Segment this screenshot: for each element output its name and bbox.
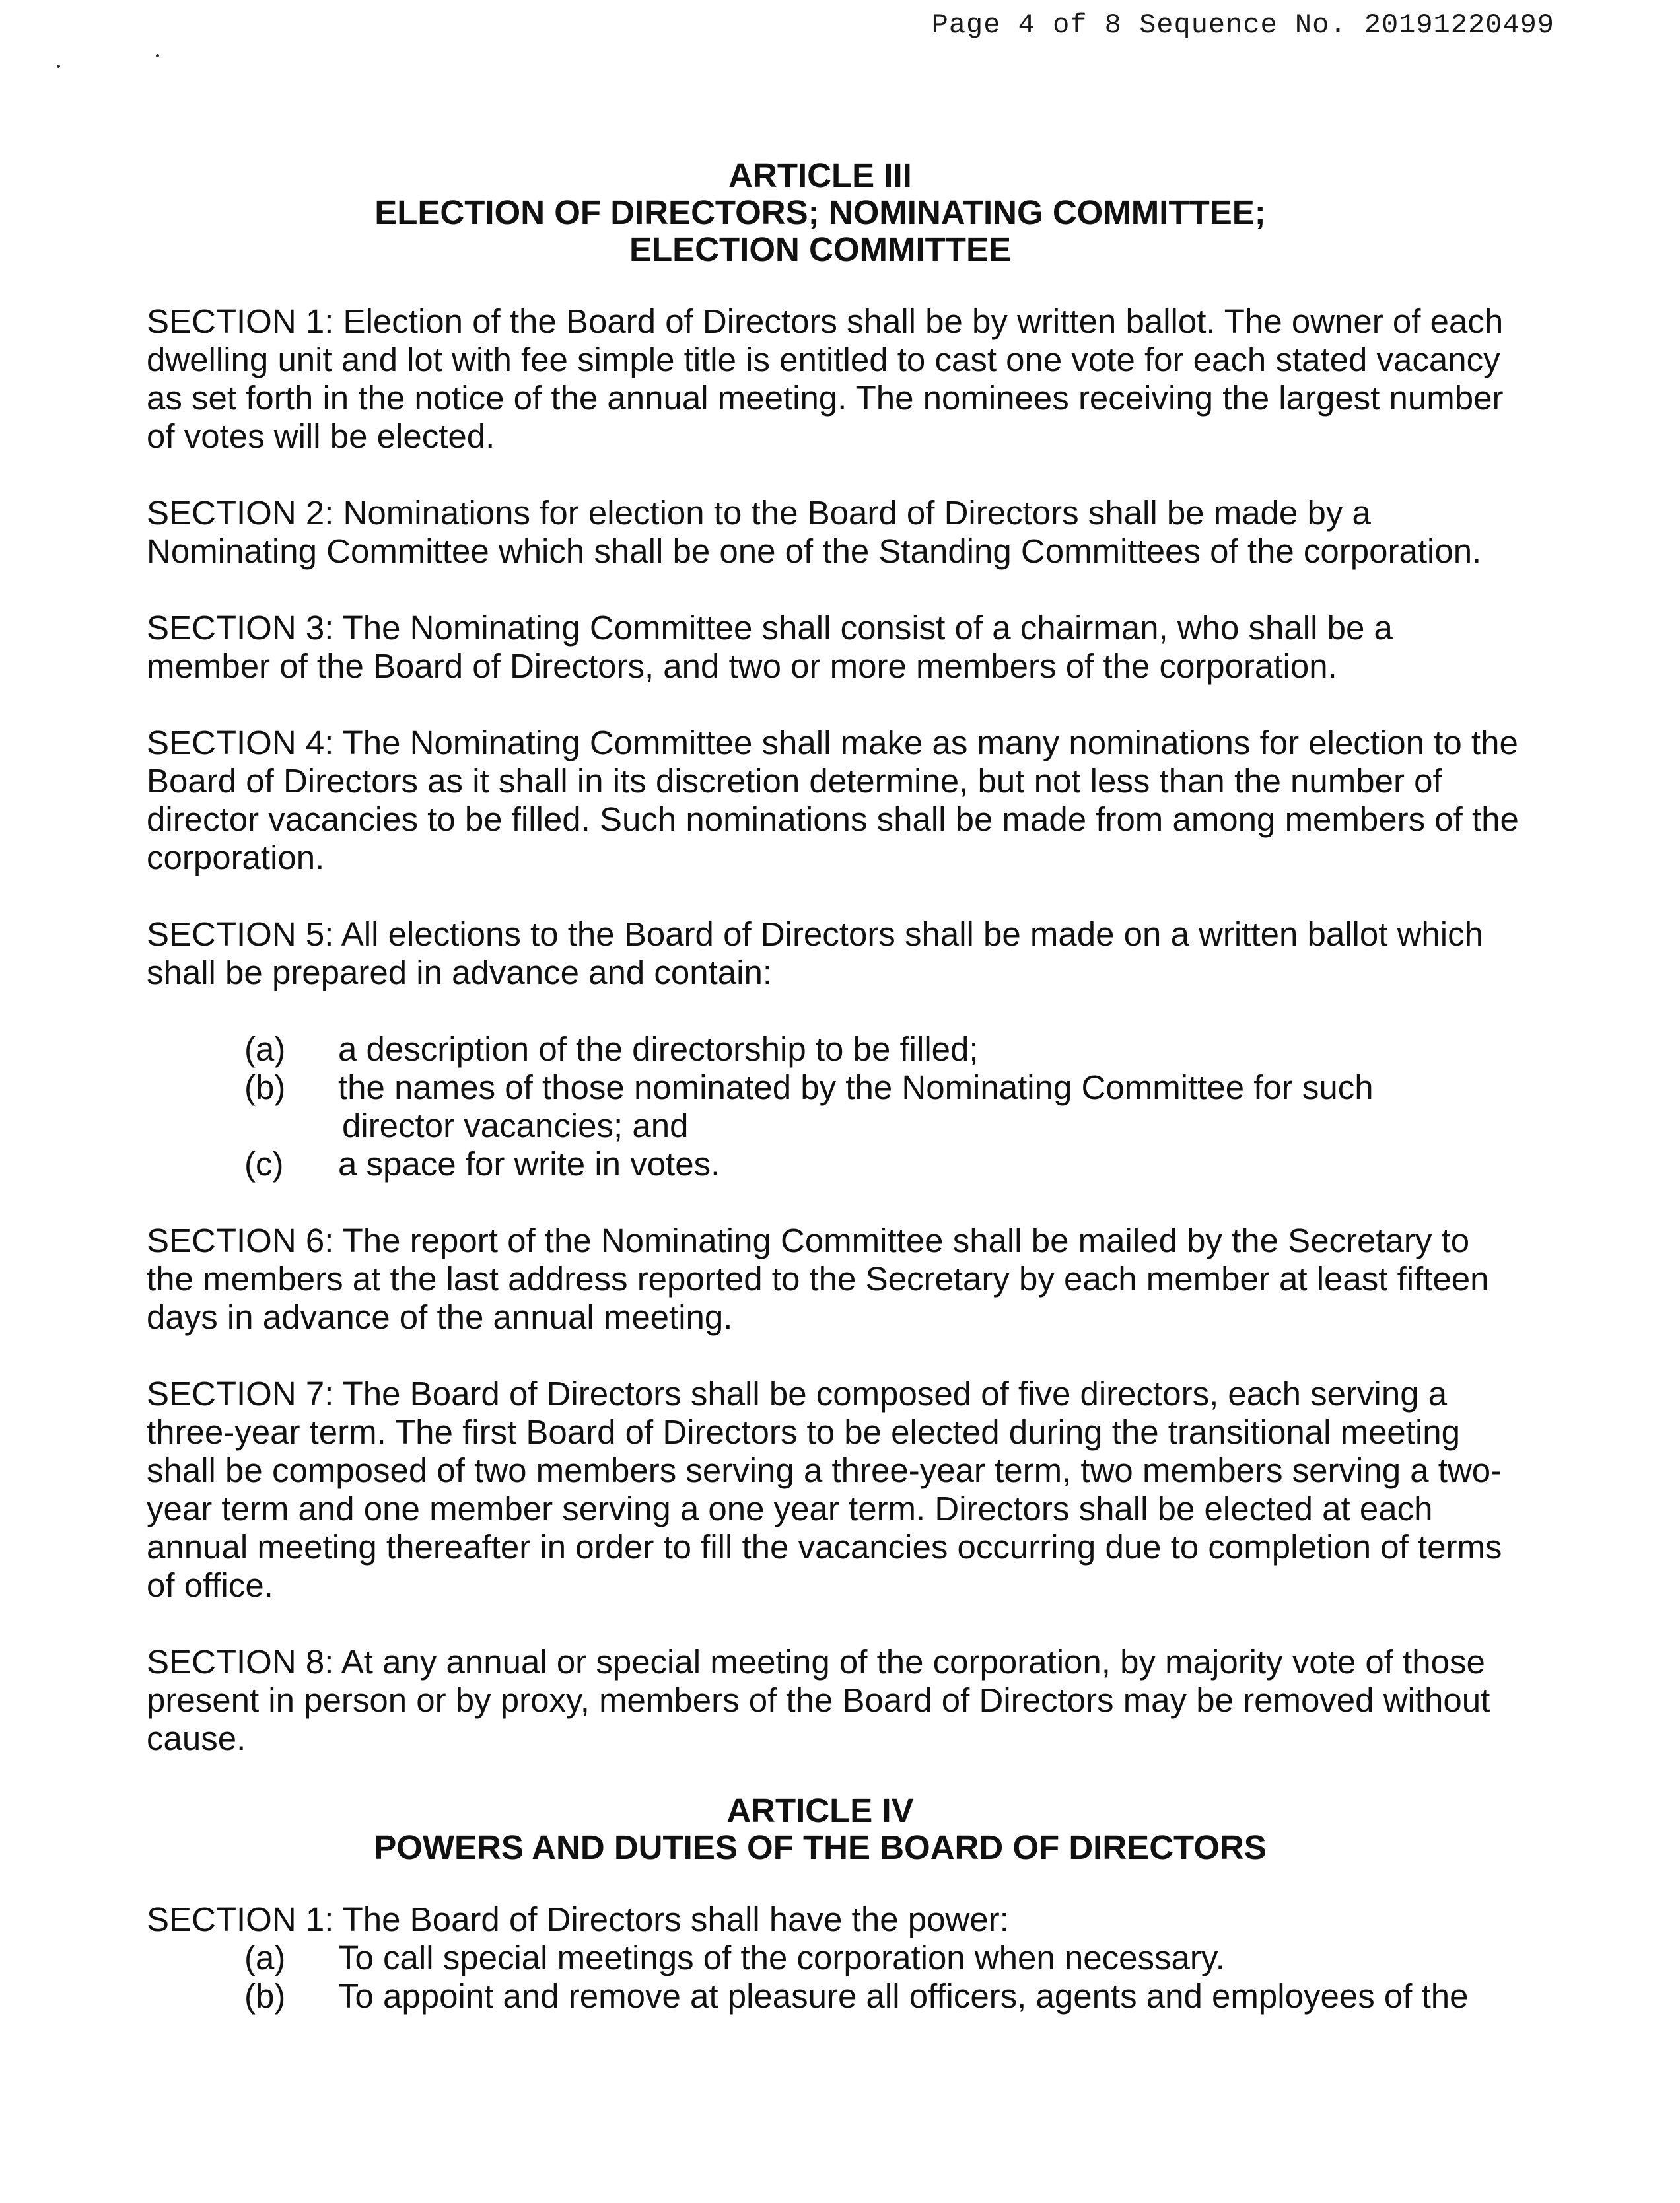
- article-3-title: ARTICLE III: [728, 157, 912, 194]
- list-marker: (a): [244, 1939, 286, 1976]
- article-4-powers-list: [147, 1939, 1520, 2015]
- list-text: To call special meetings of the corporation when necessary.: [338, 1939, 1225, 1976]
- article-4-section-1-intro: SECTION 1: The Board of Directors shall have the power:: [147, 1901, 1009, 1938]
- list-item: [147, 1939, 1520, 1977]
- list-marker: (a): [244, 1030, 286, 1068]
- list-item: [147, 1145, 1520, 1183]
- article-3-subtitle-line1: ELECTION OF DIRECTORS; NOMINATING COMMITTEE;: [374, 193, 1266, 231]
- list-text: the names of those nominated by the Nominating Committee for such: [338, 1068, 1374, 1106]
- document-body: [147, 157, 1520, 2015]
- section-5-ballot-list: [147, 1030, 1520, 1183]
- article-4-subtitle: POWERS AND DUTIES OF THE BOARD OF DIRECTORS: [374, 1829, 1267, 1866]
- list-item: [147, 1030, 1520, 1068]
- article-3-section-4: SECTION 4: The Nominating Committee shall make as many nominations for election to the Board of Directors as it shall in its discretion determine, but not less than the number of director vacancies to be filled. Such nominations shall be made from among members of the corporation.: [147, 724, 1519, 876]
- article-4-title: ARTICLE IV: [726, 1792, 914, 1829]
- article-3-section-5: SECTION 5: All elections to the Board of Directors shall be made on a written ballot which shall be prepared in advance and contain:: [147, 915, 1483, 991]
- article-3-section-2: SECTION 2: Nominations for election to the Board of Directors shall be made by a Nominating Committee which shall be one of the Standing Committees of the corporation.: [147, 494, 1482, 570]
- list-marker: (c): [244, 1145, 284, 1183]
- article-3-section-7: SECTION 7: The Board of Directors shall be composed of five directors, each serving a three-year term. The first Board of Directors to be elected during the transitional meeting shall be composed of two members serving a three-year term, two members serving a two-year term and one member serving a one year term. Directors shall be elected at each annual meeting thereafter in order to fill the vacancies occurring due to completion of terms of office.: [147, 1375, 1502, 1604]
- article-3-subtitle-line2: ELECTION COMMITTEE: [629, 230, 1011, 268]
- list-text: a description of the directorship to be filled;: [338, 1030, 979, 1068]
- list-text-continuation: director vacancies; and: [342, 1107, 689, 1144]
- list-marker: (b): [244, 1977, 286, 2015]
- list-item: [147, 1977, 1520, 2015]
- list-marker: (b): [244, 1068, 286, 1106]
- scan-speck: [57, 65, 60, 68]
- article-3-section-3: SECTION 3: The Nominating Committee shall consist of a chairman, who shall be a member of the Board of Directors, and two or more members of the corporation.: [147, 609, 1393, 685]
- list-text: a space for write in votes.: [338, 1145, 720, 1183]
- article-3-section-6: SECTION 6: The report of the Nominating Committee shall be mailed by the Secretary to the members at the last address reported to the Secretary by each member at least fifteen days in advance of the annual meeting.: [147, 1222, 1489, 1336]
- article-3-section-8: SECTION 8: At any annual or special meeting of the corporation, by majority vote of those present in person or by proxy, members of the Board of Directors may be removed without cause.: [147, 1643, 1490, 1757]
- article-3-section-1: SECTION 1: Election of the Board of Directors shall be by written ballot. The owner of each dwelling unit and lot with fee simple title is entitled to cast one vote for each stated vacancy as set forth in the notice of the annual meeting. The nominees receiving the largest number of votes will be elected.: [147, 302, 1504, 455]
- list-text: To appoint and remove at pleasure all officers, agents and employees of the: [338, 1977, 1469, 2015]
- scan-speck: [156, 54, 159, 57]
- list-item: [147, 1068, 1520, 1145]
- page-sequence-header: Page 4 of 8 Sequence No. 20191220499: [931, 9, 1555, 41]
